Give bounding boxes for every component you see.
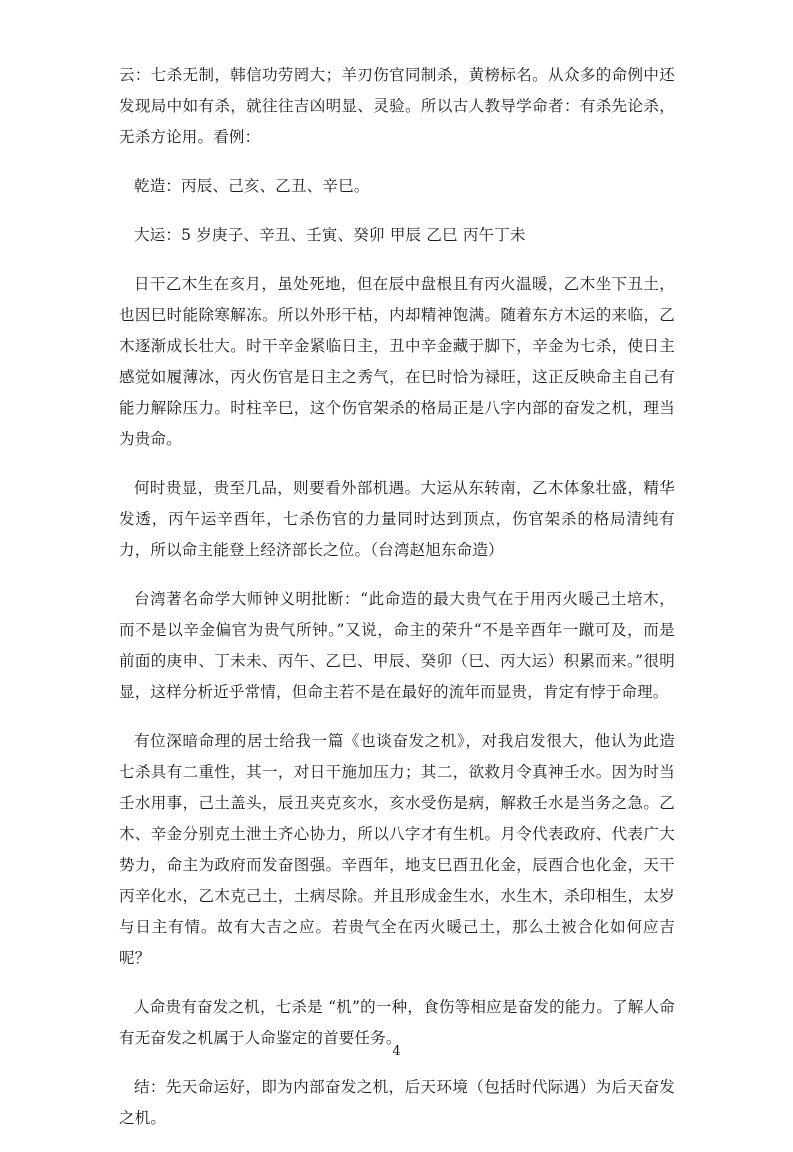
paragraph-analysis: 日干乙木生在亥月，虽处死地，但在辰中盘根且有丙火温暖，乙木坐下丑土，也因巳时能除寒解冻。所以外形干枯，内却精神饱满。随着东方木运的来临，乙木逐渐成长壮大。时干辛金紧临日主，丑中辛金藏于脚下，辛金为七杀，使日主感觉如履薄冰，丙火伤官是日主之秀气，在巳时恰为禄旺，这正反映命主自己有能力解除压力。时柱辛巳，这个伤官架杀的格局正是八字内部的奋发之机，理当为贵命。: [119, 275, 675, 448]
paragraph-timing: 何时贵显，贵至几品，则要看外部机遇。大运从东转南，乙木体象壮盛，精华发透，丙午运辛酉年，七杀伤官的力量同时达到顶点，伤官架杀的格局清纯有力，所以命主能登上经济部长之位。（台湾赵旭东命造）: [119, 479, 675, 559]
paragraph-motivation: 人命贵有奋发之机，七杀是 “机”的一种，食伤等相应是奋发的能力。了解人命有无奋发之机属于人命鉴定的首要任务。: [119, 998, 675, 1047]
paragraph-chart: 乾造：丙辰、己亥、乙丑、辛巳。: [134, 177, 370, 195]
page-number: 4: [392, 1044, 401, 1059]
paragraph-conclusion: 结：先天命运好，即为内部奋发之机，后天环境（包括时代际遇）为后天奋发之机。: [119, 1078, 675, 1127]
paragraph-master-quote: 台湾著名命学大师钟义明批断：“此命造的最大贵气在于用丙火暖己土培木，而不是以辛金偏官为贵气所钟。”又说，命主的荣升“不是辛酉年一蹴可及，而是前面的庚申、丁未未、丙午、乙巳、甲辰、癸卯（巳、丙大运）积累而来。”很明显，这样分析近乎常情，但命主若不是在最好的流年而显贵，肯定有悖于命理。: [119, 590, 675, 701]
document-body: [119, 60, 675, 1152]
paragraph-layman-view: 有位深暗命理的居士给我一篇《也谈奋发之机》，对我启发很大，他认为此造七杀具有二重性，其一，对日干施加压力；其二，欲救月令真神壬水。因为时当壬水用事，己土盖头，辰丑夹克亥水，亥水受伤是病，解救壬水是当务之急。乙木、辛金分别克土泄土齐心协力，所以八字才有生机。月令代表政府、代表广大势力，命主为政府而发奋图强。辛酉年，地支巳酉丑化金，辰酉合也化金，天干丙辛化水，乙木克己土，土病尽除。并且形成金生水，水生木，杀印相生，太岁与日主有情。故有大吉之应。若贵气全在丙火暖己土，那么土被合化如何应吉呢？: [119, 732, 675, 967]
paragraph-luck-cycles: 大运：5 岁庚子、辛丑、壬寅、癸卯 甲辰 乙巳 丙午丁未: [134, 226, 526, 244]
paragraph-intro: 云：七杀无制，韩信功劳罔大；羊刃伤官同制杀，黄榜标名。从众多的命例中还发现局中如有杀，就往往吉凶明显、灵验。所以古人教导学命者：有杀先论杀，无杀方论用。看例：: [119, 66, 675, 146]
